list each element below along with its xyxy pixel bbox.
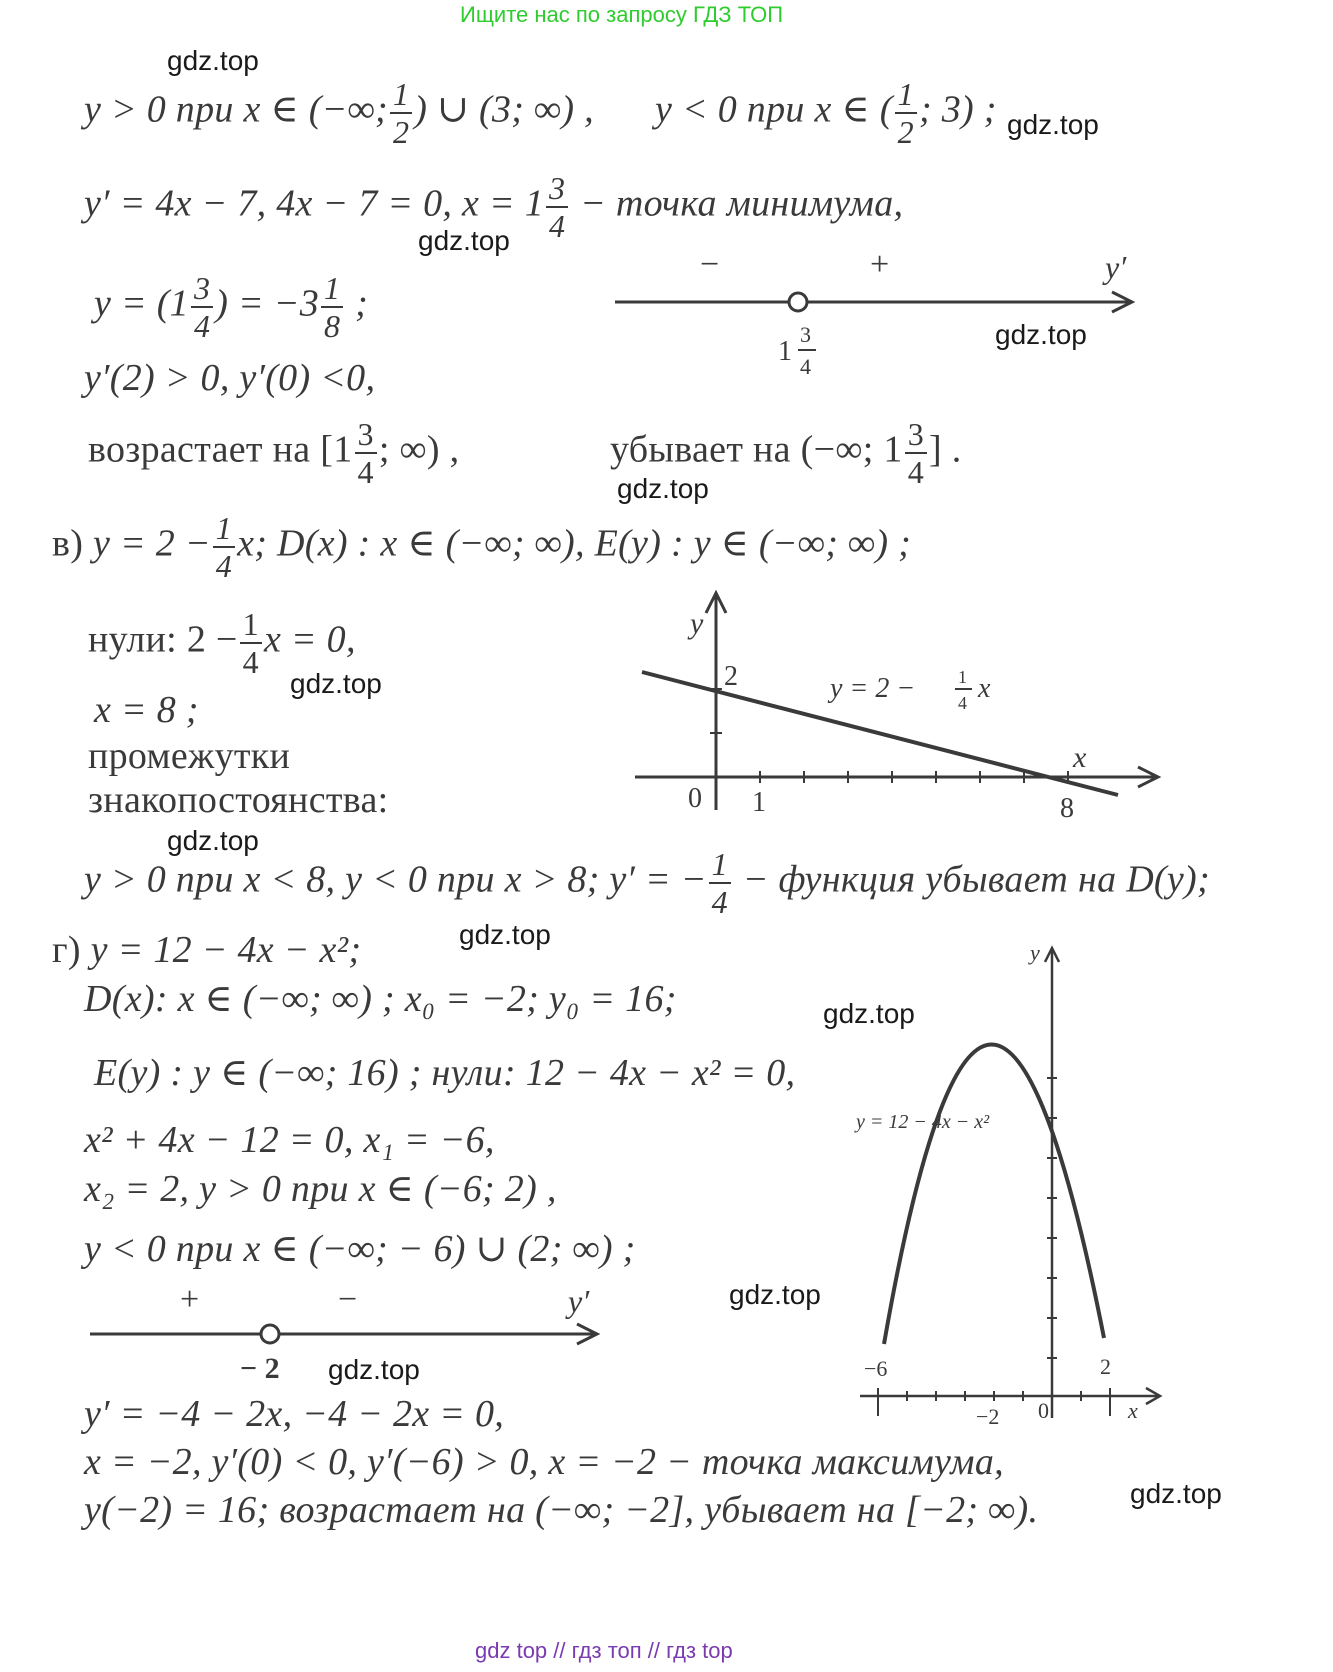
numerator: 3 [549, 170, 566, 206]
line-graph [630, 585, 1170, 825]
positive-interval-line: x₂ = 2, y > 0 при x ∈ (−6; 2) , [84, 1168, 557, 1210]
fraction [895, 78, 917, 148]
point-numerator: 3 [800, 322, 811, 347]
watermark: gdz.top [459, 919, 551, 950]
signs-line [84, 848, 1210, 918]
minimum-value-line [94, 272, 368, 342]
parabola-curve [884, 1044, 1104, 1344]
text-fragment: y′ = 4x − 7, 4x − 7 = 0, x = 1 [84, 182, 544, 225]
text-fragment: y = (1 [94, 282, 189, 325]
denominator: 4 [905, 452, 927, 488]
numerator: 1 [897, 76, 914, 112]
watermark: gdz.top [1007, 109, 1099, 140]
tick-label-2: 2 [724, 661, 738, 692]
text-fragment: ] . [929, 428, 962, 471]
watermark: gdz.top [290, 668, 382, 699]
fraction [390, 78, 412, 148]
part-g-function-line [52, 928, 361, 972]
numerator: 1 [242, 606, 259, 642]
fraction [905, 418, 927, 488]
text-fragment: − функция убывает на D(y); [732, 858, 1210, 901]
text-fragment: y = 12 − 4x − x²; [90, 929, 362, 971]
curve-label: y = 2 − [830, 673, 916, 704]
fraction [191, 272, 213, 342]
watermark: gdz.top [1130, 1478, 1222, 1509]
numerator: 3 [357, 416, 374, 452]
fraction [709, 848, 731, 918]
sign-axis-g [80, 1280, 620, 1390]
denominator: 4 [355, 452, 377, 488]
curve-label-tail: x [978, 673, 991, 704]
text-fragment: y < 0 при x ∈ ( [655, 88, 893, 131]
tick-label-minus-6: −6 [864, 1356, 888, 1381]
maximum-line: x = −2, y′(0) < 0, y′(−6) > 0, x = −2 − точка максимума, [84, 1441, 1004, 1483]
sign-negative-line [655, 78, 997, 148]
denominator: 4 [709, 882, 731, 918]
denominator: 2 [895, 112, 917, 148]
point-label: − 2 [240, 1352, 280, 1385]
point-denominator: 4 [800, 354, 811, 379]
intervals-line-2: знакопостоянства: [88, 779, 389, 821]
watermark: gdz.top [995, 319, 1087, 350]
x-axis-label: x [1128, 1398, 1138, 1423]
denominator: 8 [321, 306, 343, 342]
watermark: gdz.top [617, 473, 709, 504]
tick-label-8: 8 [1060, 793, 1074, 824]
watermark: gdz.top [418, 225, 510, 256]
parabola-graph [850, 918, 1170, 1428]
curve-label: y = 12 − 4x − x² [856, 1111, 990, 1133]
numerator: 1 [711, 846, 728, 882]
intervals-line-1: промежутки [88, 735, 291, 777]
fraction [240, 608, 262, 678]
y-axis-label: y [1030, 940, 1040, 965]
numerator: 3 [907, 416, 924, 452]
tick-label-minus-2: −2 [976, 1404, 1000, 1428]
domain-line: D(x): x ∈ (−∞; ∞) ; x₀ = −2; y₀ = 16; [84, 978, 677, 1020]
footer-links[interactable]: gdz top // гдз топ // гдз top [475, 1638, 733, 1663]
denominator: 4 [213, 546, 235, 582]
monotonicity-line: y(−2) = 16; возрастает на (−∞; −2], убывает на [−2; ∞). [84, 1489, 1039, 1531]
part-label: в) [52, 522, 84, 565]
x-axis-label: x [1073, 741, 1087, 774]
derivative-line: y′ = −4 − 2x, −4 − 2x = 0, [84, 1393, 505, 1435]
fraction [546, 172, 568, 242]
critical-point [261, 1325, 279, 1343]
origin-label: 0 [1038, 1398, 1049, 1423]
increasing-line [88, 418, 459, 488]
text-fragment: нули: 2 − [88, 618, 238, 661]
range-line: E(y) : y ∈ (−∞; 16) ; нули: 12 − 4x − x² = 0, [94, 1052, 796, 1094]
text-fragment: x; D(x) : x ∈ (−∞; ∞), E(y) : y ∈ (−∞; ∞) ; [237, 522, 912, 565]
watermark: gdz.top [167, 825, 259, 856]
text-fragment: ; [345, 282, 369, 325]
denominator: 4 [240, 642, 262, 678]
x-equals-line: x = 8 ; [94, 689, 199, 731]
minus-sign: − [700, 246, 720, 283]
negative-interval-line: y < 0 при x ∈ (−∞; − 6) ∪ (2; ∞) ; [84, 1228, 636, 1270]
denominator: 2 [390, 112, 412, 148]
point-whole: 1 [778, 336, 792, 367]
origin-label: 0 [688, 783, 702, 814]
numerator: 3 [193, 270, 211, 306]
fraction [321, 272, 343, 342]
derivative-line [84, 172, 903, 242]
text-fragment: y > 0 при x < 8, y < 0 при x > 8; y′ = − [84, 858, 707, 901]
fraction [355, 418, 377, 488]
search-hint[interactable]: Ищите нас по запросу ГДЗ ТОП [460, 2, 784, 27]
critical-point [789, 293, 807, 311]
text-fragment: − точка минимума, [570, 182, 904, 225]
text-fragment: x = 0, [263, 618, 356, 661]
axis-label: y′ [568, 1283, 590, 1319]
minus-sign: − [338, 1281, 358, 1318]
plus-sign: + [180, 1281, 200, 1318]
y-axis-label: y [690, 607, 704, 640]
decreasing-line [610, 418, 962, 488]
numerator: 1 [392, 76, 410, 112]
tick-label-2: 2 [1100, 1354, 1111, 1379]
part-v-function-line [52, 512, 911, 582]
sign-positive-line [84, 78, 594, 148]
text-fragment: y = 2 − [93, 522, 211, 565]
denominator: 4 [191, 306, 213, 342]
watermark: gdz.top [729, 1279, 821, 1310]
part-label: г) [52, 929, 81, 971]
quadratic-line: x² + 4x − 12 = 0, x₁ = −6, [84, 1119, 495, 1161]
curve-label-denominator: 4 [958, 693, 967, 713]
text-fragment: ; ∞) , [378, 428, 460, 471]
watermark: gdz.top [823, 998, 915, 1029]
watermark: gdz.top [328, 1354, 420, 1385]
plus-sign: + [870, 246, 890, 283]
curve-label-numerator: 1 [958, 667, 967, 687]
denominator: 4 [546, 206, 568, 242]
text-fragment: убывает на (−∞; 1 [610, 428, 903, 471]
text-fragment: ; 3) ; [918, 88, 997, 131]
sign-axis-b [600, 240, 1160, 390]
fraction [213, 512, 235, 582]
numerator: 1 [324, 270, 341, 306]
watermark: gdz.top [167, 45, 259, 76]
numerator: 1 [215, 510, 233, 546]
text-fragment: возрастает на [1 [88, 428, 353, 471]
axis-label: y′ [1105, 249, 1127, 285]
text-fragment: ) = −3 [215, 282, 320, 325]
tick-label-1: 1 [752, 787, 766, 818]
text-fragment: ) ∪ (3; ∞) , [414, 88, 594, 131]
derivative-checks-line: y′(2) > 0, y′(0) <0, [84, 357, 376, 399]
text-fragment: y > 0 при x ∈ (−∞; [84, 88, 388, 131]
zeros-line [88, 608, 356, 678]
